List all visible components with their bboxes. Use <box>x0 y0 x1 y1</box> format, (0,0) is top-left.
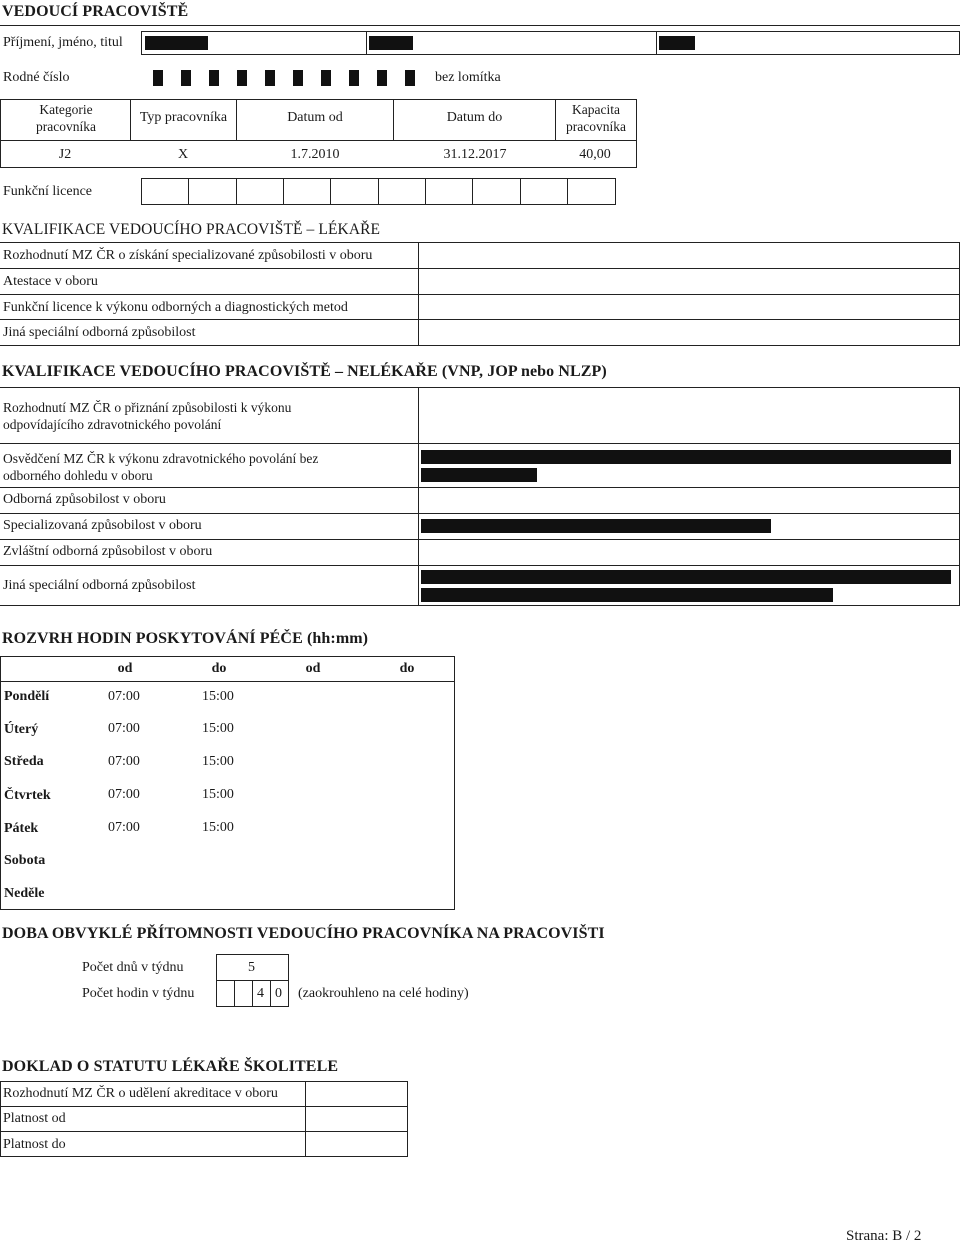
schedule-do: 15:00 <box>202 820 234 835</box>
schedule-day: Neděle <box>4 886 45 901</box>
table-rule <box>555 99 556 140</box>
rc-digit <box>153 70 163 86</box>
kval-lekare-row: Jiná speciální odborná způsobilost <box>3 325 196 340</box>
schedule-day: Úterý <box>4 722 39 737</box>
doklad-row: Rozhodnutí MZ ČR o udělení akreditace v oboru <box>3 1086 278 1101</box>
rc-suffix: bez lomítka <box>435 70 501 85</box>
cell-kategorie: J2 <box>58 147 72 162</box>
section-rule <box>0 268 960 269</box>
schedule-rule <box>0 681 455 682</box>
schedule-od: 07:00 <box>108 721 140 736</box>
rc-label: Rodné číslo <box>3 70 70 85</box>
hours-note: (zaokrouhleno na celé hodiny) <box>298 986 469 1001</box>
schedule-do: 15:00 <box>202 787 234 802</box>
days-value: 5 <box>248 960 255 975</box>
hours-divider <box>234 980 235 1007</box>
schedule-day: Pondělí <box>4 689 50 704</box>
schedule-col-header: do <box>399 661 415 676</box>
name-field[interactable] <box>141 31 960 55</box>
hours-digit: 4 <box>257 986 264 1001</box>
name-divider <box>366 31 367 55</box>
section-rule <box>0 345 960 346</box>
table-rule <box>0 140 637 141</box>
rc-field[interactable] <box>140 67 425 89</box>
license-divider <box>236 178 237 205</box>
table-rule <box>0 167 637 168</box>
schedule-do: 15:00 <box>202 689 234 704</box>
days-label: Počet dnů v týdnu <box>82 960 184 975</box>
section-rule <box>418 387 419 606</box>
rc-digit <box>181 70 191 86</box>
doklad-rule <box>0 1106 408 1107</box>
doklad-rule <box>0 1131 408 1132</box>
doklad-row: Platnost od <box>3 1111 66 1126</box>
rc-digit <box>209 70 219 86</box>
section-title-nelekare: KVALIFIKACE VEDOUCÍHO PRACOVIŠTĚ – NELÉKAŘE (VNP, JOP nebo NLZP) <box>2 363 607 380</box>
schedule-do: 15:00 <box>202 754 234 769</box>
hours-label: Počet hodin v týdnu <box>82 986 195 1001</box>
kval-lekare-row: Atestace v oboru <box>3 274 98 289</box>
schedule-do: 15:00 <box>202 721 234 736</box>
doklad-row: Platnost do <box>3 1137 66 1152</box>
schedule-col-header: do <box>211 661 227 676</box>
license-divider <box>425 178 426 205</box>
section-rule <box>0 565 960 566</box>
kval-nelekare-row: Zvláštní odborná způsobilost v oboru <box>3 544 213 559</box>
license-divider <box>283 178 284 205</box>
rc-digit <box>293 70 303 86</box>
rc-digit <box>405 70 415 86</box>
schedule-day: Pátek <box>4 821 39 836</box>
schedule-od: 07:00 <box>108 689 140 704</box>
section-rule <box>0 294 960 295</box>
rc-digit <box>377 70 387 86</box>
col-header: Datum do <box>446 110 503 125</box>
license-divider <box>330 178 331 205</box>
redaction-block <box>421 450 951 464</box>
kval-nelekare-row: Osvědčení MZ ČR k výkonu zdravotnického povolání bez odborného dohledu v oboru <box>3 451 319 483</box>
redaction-block <box>421 519 771 533</box>
kval-nelekare-row: Odborná způsobilost v oboru <box>3 492 166 507</box>
col-header: Kapacita pracovníka <box>566 102 626 134</box>
license-divider <box>378 178 379 205</box>
section-rule <box>0 242 960 243</box>
kval-nelekare-row: Specializovaná způsobilost v oboru <box>3 518 202 533</box>
schedule-day: Středa <box>4 754 44 769</box>
kval-lekare-row: Rozhodnutí MZ ČR o získání specializované způsobilosti v oboru <box>3 248 373 263</box>
table-rule <box>0 99 637 100</box>
kval-lekare-row: Funkční licence k výkonu odborných a diagnostických metod <box>3 300 348 315</box>
section-title-doklad: DOKLAD O STATUTU LÉKAŘE ŠKOLITELE <box>2 1058 339 1075</box>
doklad-rule <box>305 1081 306 1157</box>
page-number: Strana: B / 2 <box>846 1228 922 1243</box>
redaction-block <box>369 36 413 50</box>
kval-nelekare-row: Rozhodnutí MZ ČR o přiznání způsobilosti k výkonu odpovídajícího zdravotnického povolání <box>3 400 292 432</box>
kval-nelekare-row: Jiná speciální odborná způsobilost <box>3 578 196 593</box>
section-rule <box>0 605 960 606</box>
hours-divider <box>270 980 271 1007</box>
hours-divider <box>252 980 253 1007</box>
schedule-col-header: od <box>117 661 133 676</box>
section-rule <box>0 487 960 488</box>
redaction-block <box>421 468 537 482</box>
section-title-lekare: KVALIFIKACE VEDOUCÍHO PRACOVIŠTĚ – LÉKAŘE <box>2 221 381 238</box>
col-header: Datum od <box>287 110 343 125</box>
section-rule <box>0 539 960 540</box>
license-divider <box>567 178 568 205</box>
cell-datum-do: 31.12.2017 <box>443 147 507 162</box>
table-rule <box>0 99 1 167</box>
header-rule <box>0 25 960 26</box>
redaction-block <box>659 36 695 50</box>
schedule-day: Sobota <box>4 853 46 868</box>
schedule-day: Čtvrtek <box>4 788 51 803</box>
section-title-doba: DOBA OBVYKLÉ PŘÍTOMNOSTI VEDOUCÍHO PRACOVNÍKA NA PRACOVIŠTI <box>2 925 605 942</box>
schedule-col-header: od <box>305 661 321 676</box>
name-divider <box>656 31 657 55</box>
cell-kapacita: 40,00 <box>579 147 611 162</box>
col-header: Kategorie pracovníka <box>36 102 96 134</box>
section-title-rozvrh: ROZVRH HODIN POSKYTOVÁNÍ PÉČE (hh:mm) <box>2 630 369 647</box>
page-title: VEDOUCÍ PRACOVIŠTĚ <box>2 3 189 20</box>
col-header: Typ pracovníka <box>139 110 228 125</box>
rc-digit <box>237 70 247 86</box>
redaction-block <box>145 36 208 50</box>
section-rule <box>0 319 960 320</box>
rc-digit <box>265 70 275 86</box>
schedule-od: 07:00 <box>108 754 140 769</box>
cell-typ: X <box>177 147 189 162</box>
section-rule <box>0 387 960 388</box>
hours-digit: 0 <box>275 986 282 1001</box>
cell-datum-od: 1.7.2010 <box>290 147 340 162</box>
redaction-block <box>421 588 833 602</box>
name-label: Příjmení, jméno, titul <box>3 35 123 50</box>
section-rule <box>0 443 960 444</box>
license-divider <box>472 178 473 205</box>
schedule-od: 07:00 <box>108 820 140 835</box>
license-divider <box>188 178 189 205</box>
license-divider <box>520 178 521 205</box>
license-label: Funkční licence <box>3 184 93 199</box>
rc-digit <box>349 70 359 86</box>
section-rule <box>418 242 419 346</box>
rc-digit <box>321 70 331 86</box>
redaction-block <box>421 570 951 584</box>
table-rule <box>636 99 637 167</box>
schedule-od: 07:00 <box>108 787 140 802</box>
section-rule <box>0 513 960 514</box>
